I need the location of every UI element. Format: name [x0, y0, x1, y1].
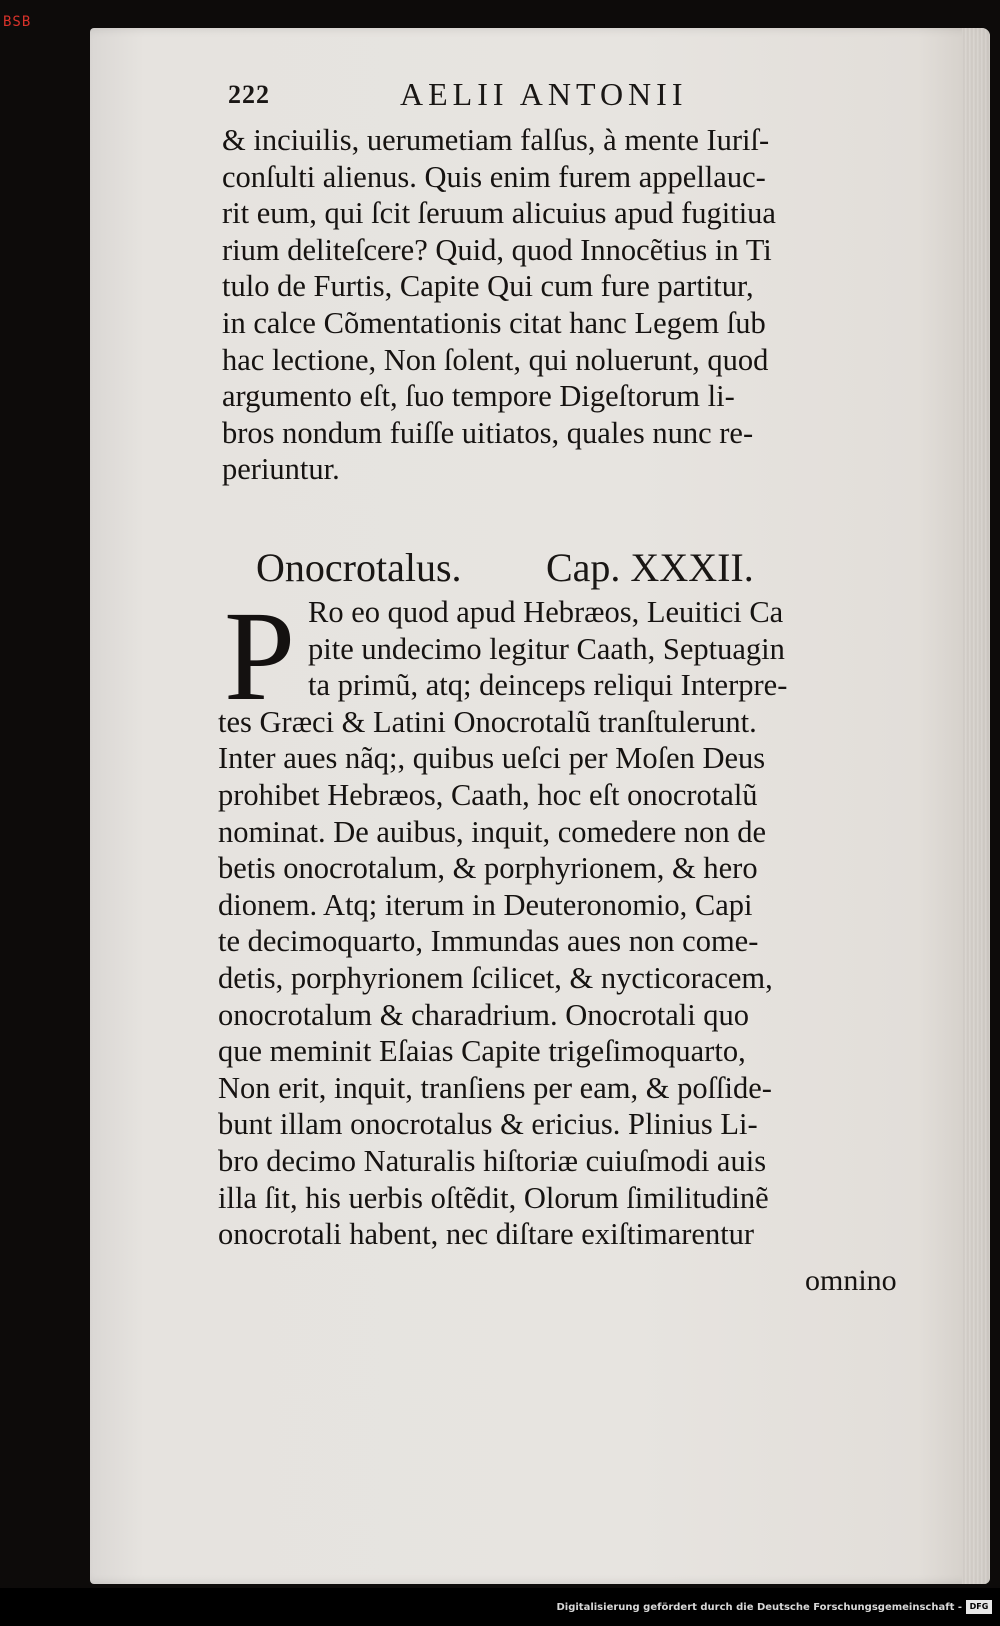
- text-line: bunt illam onocrotalus & ericius. Plinius Li-: [218, 1107, 758, 1142]
- chapter-body: [218, 585, 942, 1253]
- text-line: tulo de Furtis, Capite Qui cum fure partitur,: [222, 269, 754, 304]
- digitization-footer: [0, 1588, 1000, 1626]
- text-line: rium deliteſcere? Quid, quod Innocẽtius in Ti: [222, 232, 772, 267]
- text-line: que meminit Eſaias Capite trigeſimoquarto,: [218, 1034, 746, 1069]
- chapter-number: Cap. XXXII.: [546, 545, 754, 590]
- dfg-logo: DFG: [966, 1600, 992, 1614]
- text-line: rit eum, qui ſcit ſeruum alicuius apud fugitiua: [222, 196, 776, 231]
- text-line: hac lectione, Non ſolent, qui noluerunt, quod: [222, 342, 769, 377]
- page-number: 222: [228, 80, 270, 109]
- paragraph-continued: [222, 122, 942, 488]
- page-header: [228, 76, 828, 116]
- text-line: illa ſit, his uerbis oſtẽdit, Olorum ſimilitudinẽ: [218, 1180, 769, 1215]
- text-line: bro decimo Naturalis hiſtoriæ cuiuſmodi auis: [218, 1143, 767, 1178]
- text-line: nominat. De auibus, inquit, comedere non de: [218, 814, 767, 849]
- page-edge: [962, 28, 990, 1584]
- catchword: omnino: [805, 1264, 897, 1297]
- text-line: conſulti alienus. Quis enim furem appellauc-: [222, 159, 766, 194]
- text-line: ta primũ, atq; deinceps reliqui Interpre-: [308, 668, 788, 703]
- text-line: te decimoquarto, Immundas aues non come-: [218, 924, 759, 959]
- text-line: betis onocrotalum, & porphyrionem, & hero: [218, 851, 758, 886]
- text-line: dionem. Atq; iterum in Deuteronomio, Capi: [218, 887, 753, 922]
- text-line: bros nondum fuiſſe uitiatos, quales nunc re-: [222, 415, 754, 450]
- text-line: onocrotali habent, nec diſtare exiſtimarentur: [218, 1217, 755, 1252]
- footer-credit: Digitalisierung gefördert durch die Deutsche Forschungsgemeinschaft -: [556, 1602, 962, 1613]
- chapter-heading: [256, 544, 936, 594]
- text-line: prohibet Hebræos, Caath, hoc eſt onocrotalũ: [218, 777, 758, 812]
- text-line: argumento eſt, ſuo tempore Digeſtorum li-: [222, 379, 735, 414]
- drop-cap: P: [224, 585, 296, 727]
- text-line: in calce Cõmentationis citat hanc Legem ſub: [222, 305, 766, 340]
- text-line: detis, porphyrionem ſcilicet, & nycticoracem,: [218, 960, 773, 995]
- text-line: pite undecimo legitur Caath, Septuagin: [308, 631, 785, 666]
- text-line: Non erit, inquit, tranſiens per eam, & poſſide-: [218, 1070, 772, 1105]
- running-head: AELII ANTONII: [400, 76, 688, 112]
- text-line: Inter aues nãq;, quibus ueſci per Moſen Deus: [218, 741, 766, 776]
- text-line: Ro eo quod apud Hebræos, Leuitici Ca: [308, 595, 784, 629]
- text-line: tes Græci & Latini Onocrotalũ tranſtulerunt.: [218, 704, 757, 739]
- text-line: periuntur.: [222, 452, 340, 487]
- bsb-watermark: BSB: [3, 14, 32, 30]
- text-line: onocrotalum & charadrium. Onocrotali quo: [218, 997, 750, 1032]
- chapter-title: Onocrotalus.: [256, 545, 462, 590]
- text-line: & inciuilis, uerumetiam falſus, à mente Iuriſ-: [222, 123, 770, 157]
